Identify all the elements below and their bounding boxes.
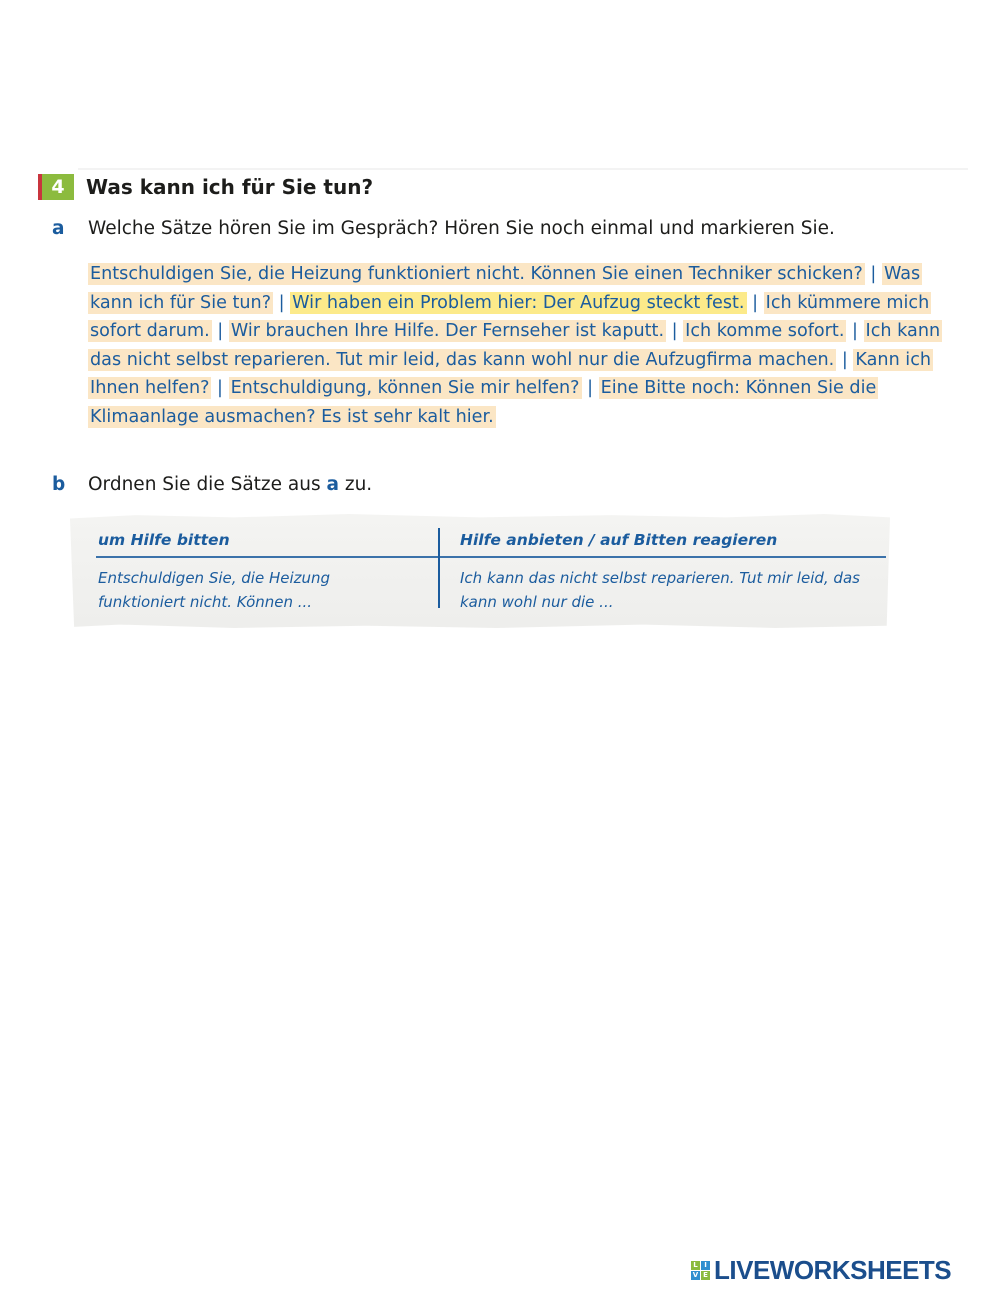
column-example-ask-help: Entschuldigen Sie, die Heizung funktioniert nicht. Können ...	[98, 569, 331, 611]
sentence[interactable]: Kann ich Ihnen helfen?	[90, 349, 932, 398]
sentence-highlighted[interactable]: Wir haben ein Problem hier: Der Aufzug steckt fest.	[292, 292, 745, 313]
sentence[interactable]: Eine Bitte noch: Können Sie die Klimaanlage ausmachen? Es ist sehr kalt hier.	[90, 378, 877, 427]
sentence-separator: |	[846, 321, 864, 341]
task-b-text	[88, 474, 372, 495]
sentence-separator: |	[211, 321, 229, 341]
header-rule	[78, 168, 968, 170]
sentence-separator: |	[666, 321, 684, 341]
exercise-number: 4	[38, 174, 74, 200]
sentence[interactable]: Entschuldigung, können Sie mir helfen?	[230, 378, 580, 398]
sentence-list	[88, 260, 950, 431]
task-b-ref: a	[326, 474, 339, 495]
liveworksheets-logo	[691, 1255, 951, 1286]
task-a-text: Welche Sätze hören Sie im Gespräch? Hören Sie noch einmal und markieren Sie.	[88, 218, 835, 239]
sentence-separator: |	[746, 292, 764, 313]
exercise-title: Was kann ich für Sie tun?	[86, 175, 374, 199]
sentence[interactable]: Wir brauchen Ihre Hilfe. Der Fernseher ist kaputt.	[230, 321, 665, 341]
sentence-separator: |	[581, 378, 599, 398]
logo-letter-e: E	[701, 1271, 710, 1280]
sentence-separator: |	[836, 349, 854, 370]
task-b-letter: b	[52, 474, 66, 495]
column-example-offer-help: Ich kann das nicht selbst reparieren. Tut mir leid, das kann wohl nur die ...	[460, 569, 860, 611]
logo-text: LIVEWORKSHEETS	[714, 1255, 952, 1285]
sentence[interactable]: Entschuldigen Sie, die Heizung funktioniert nicht. Können Sie einen Techniker schicken?	[90, 264, 863, 284]
logo-icon	[691, 1261, 710, 1280]
sentence-separator: |	[211, 378, 229, 398]
logo-letter-i: I	[701, 1261, 710, 1270]
column-header-offer-help: Hilfe anbieten / auf Bitten reagieren	[460, 531, 778, 549]
header-underline	[96, 556, 886, 558]
sentence[interactable]: Ich kann das nicht selbst reparieren. Tut mir leid, das kann wohl nur die Aufzugfirma machen.	[90, 321, 941, 370]
task-b-text-after: zu.	[344, 474, 373, 495]
task-a-letter: a	[52, 218, 65, 239]
column-divider	[438, 528, 440, 608]
exercise-header	[38, 174, 373, 200]
task-b-text-before: Ordnen Sie die Sätze aus	[88, 474, 321, 495]
sentence-separator: |	[864, 264, 882, 284]
sentence-separator: |	[273, 292, 291, 313]
sentence[interactable]: Was kann ich für Sie tun?	[90, 264, 921, 313]
logo-letter-l: L	[691, 1261, 700, 1270]
task-a-instruction	[52, 218, 835, 239]
sentence[interactable]: Ich kümmere mich sofort darum.	[90, 292, 930, 341]
logo-letter-v: V	[692, 1271, 699, 1279]
column-header-ask-help: um Hilfe bitten	[98, 531, 230, 549]
sentence[interactable]: Ich komme sofort.	[685, 321, 845, 341]
task-b-instruction	[52, 474, 373, 495]
